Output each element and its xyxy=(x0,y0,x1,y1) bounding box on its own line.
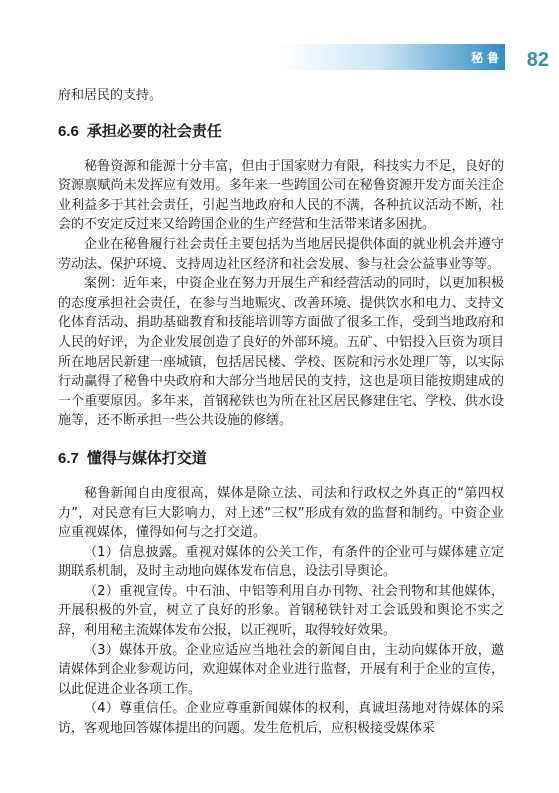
section-heading-6-7 xyxy=(58,447,504,470)
list-paragraph: （2）重视宣传。中石油、中铝等利用自办刊物、社会刊物和其他媒体，开展积极的外宣，树立了良好的形象。首钢秘铁针对工会诋毁和舆论不实之辞，利用秘主流媒体发布公报，以正视听，取得较好效果。 xyxy=(58,583,504,639)
list-paragraph: （1）信息披露。重视对媒体的公关工作，有条件的企业可与媒体建立定期联系机制，及时主动地向媒体发布信息，设法引导舆论。 xyxy=(58,544,504,580)
section-heading-6-6 xyxy=(58,120,504,143)
continued-paragraph: 府和居民的支持。 xyxy=(58,88,163,103)
body-paragraph: 秘鲁资源和能源十分丰富，但由于国家财力有限，科技实力不足，良好的资源禀赋尚未发挥应有效用。多年来一些跨国公司在秘鲁资源开发方面关注企业利益多于其社会责任，引起当地政府和人民的不满，各种抗议活动不断，社会的不安定反过来又给跨国企业的生产经营和生活带来诸多困扰。 xyxy=(58,158,504,233)
body-paragraph: 案例：近年来，中资企业在努力开展生产和经营活动的同时，以更加积极的态度承担社会责任，在参与当地赈灾、改善环境、提供饮水和电力、支持文化体育活动、捐助基础教育和技能培训等方面做了很多工作，受到当地政府和人民的好评，为企业发展创造了良好的外部环境。五矿、中铝投入巨资为项目所在地居民新建一座城镇，包括居民楼、学校、医院和污水处理厂等，以实际行动赢得了秘鲁中央政府和大部分当地居民的支持，这也是项目能按期建成的一个重要原因。多年来，首钢秘铁也为所在社区居民修建住宅、学校、供水设施等，还不断承担一些公共设施的修缮。 xyxy=(58,276,504,429)
running-header-label: 秘鲁 xyxy=(470,51,503,65)
body-paragraph: 企业在秘鲁履行社会责任主要包括为当地居民提供体面的就业机会并遵守劳动法、保护环境、支持周边社区经济和社会发展、参与社会公益事业等等。 xyxy=(58,236,504,272)
list-paragraph: （4）尊重信任。企业应尊重新闻媒体的权利，真诚坦荡地对待媒体的采访，客观地回答媒体提出的问题。发生危机后，应积极接受媒体采 xyxy=(58,701,504,737)
body-paragraph: 秘鲁新闻自由度很高，媒体是除立法、司法和行政权之外真正的“第四权力”，对民意有巨大影响力，对上述“三权”形成有效的监督和制约。中资企业应重视媒体，懂得如何与之打交道。 xyxy=(58,485,504,541)
page-number: 82 xyxy=(526,49,549,71)
section-title: 懂得与媒体打交道 xyxy=(86,448,207,467)
section-number: 6.6 xyxy=(58,122,79,140)
header-band xyxy=(0,44,505,70)
section-number: 6.7 xyxy=(58,449,79,467)
list-paragraph: （3）媒体开放。企业应适应当地社会的新闻自由，主动向媒体开放，邀请媒体到企业参观访问，欢迎媒体对企业进行监督，开展有利于企业的宣传，以此促进企业各项工作。 xyxy=(58,642,504,697)
section-title: 承担必要的社会责任 xyxy=(86,121,222,140)
page-body xyxy=(58,86,504,739)
